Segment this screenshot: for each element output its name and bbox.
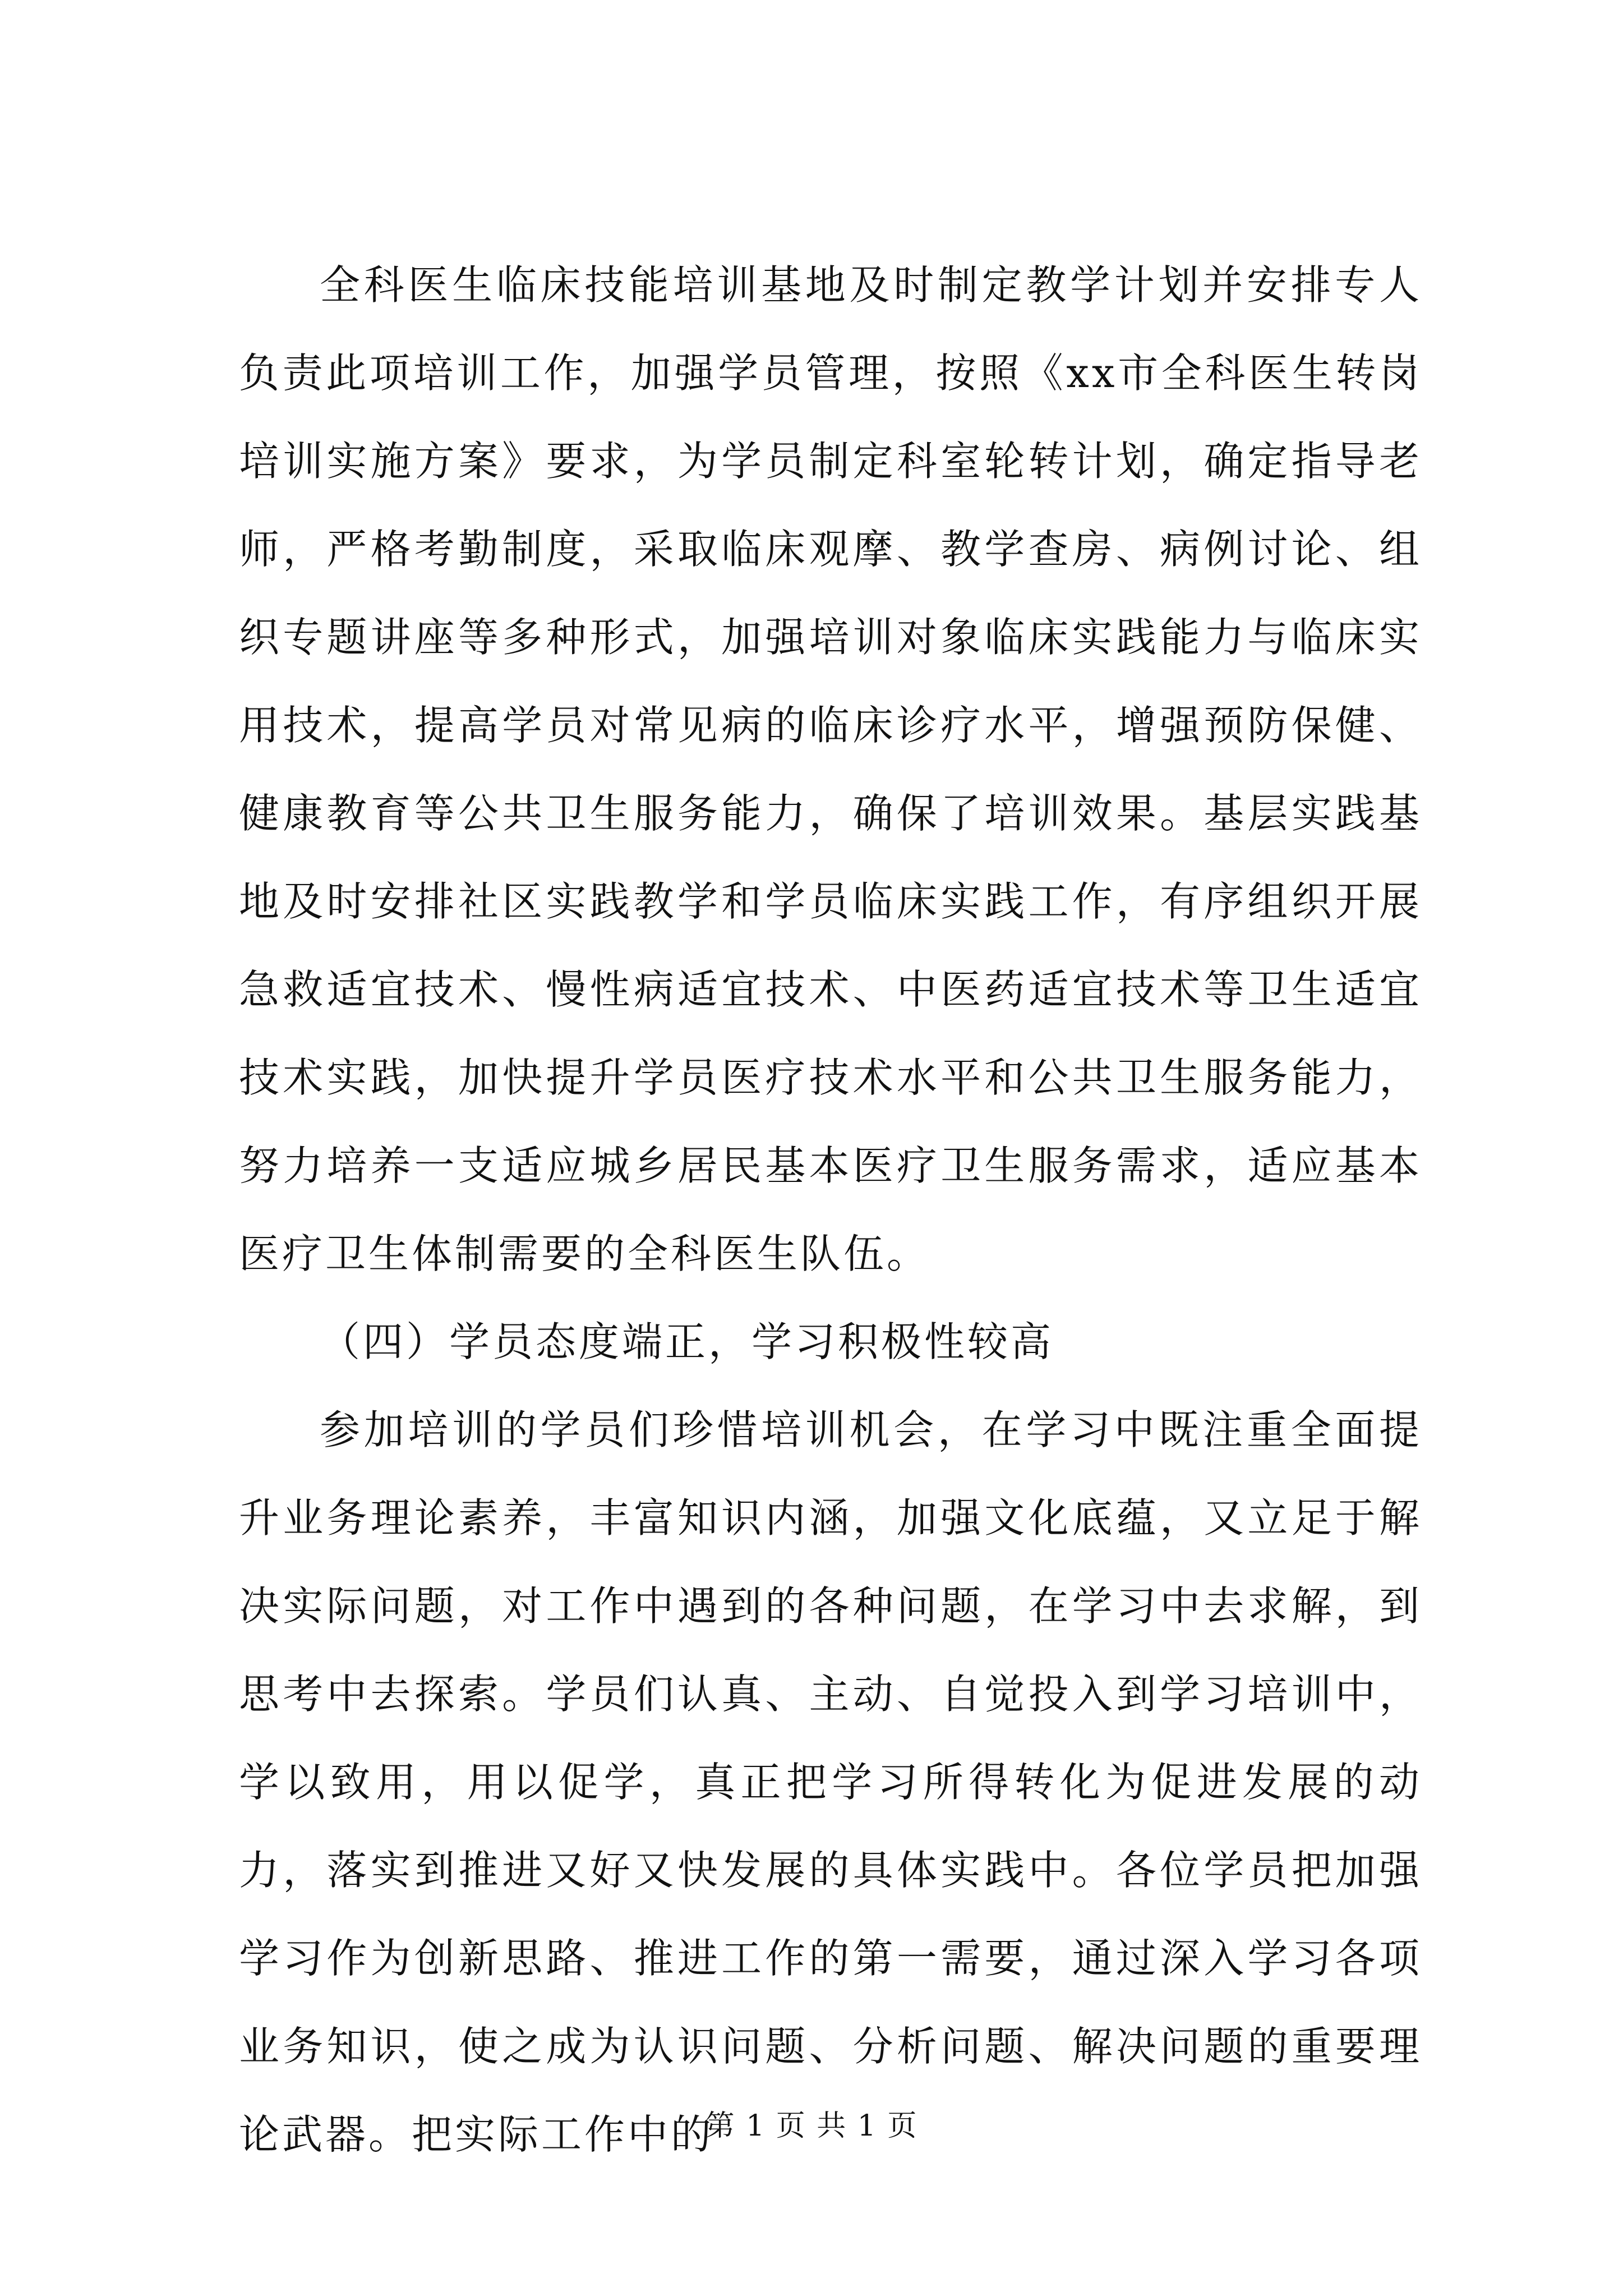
document-body	[239, 241, 1422, 2179]
section-heading-four: （四）学员态度端正，学习积极性较高	[320, 1318, 1054, 1365]
page-number-footer: 第 1 页 共 1 页	[705, 2109, 918, 2143]
paragraph-training-base: 全科医生临床技能培训基地及时制定教学计划并安排专人负责此项培训工作，加强学员管理，按照《xx市全科医生转岗培训实施方案》要求，为学员制定科室轮转计划，确定指导老师，严格考勤制度，采取临床观摩、教学查房、病例讨论、组织专题讲座等多种形式，加强培训对象临床实践能力与临床实用技术，提高学员对常见病的临床诊疗水平，增强预防保健、健康教育等公共卫生服务能力，确保了培训效果。基层实践基地及时安排社区实践教学和学员临床实践工作，有序组织开展急救适宜技术、慢性病适宜技术、中医药适宜技术等卫生适宜技术实践，加快提升学员医疗技术水平和公共卫生服务能力，努力培养一支适应城乡居民基本医疗卫生服务需求，适应基本医疗卫生体制需要的全科医生队伍。	[239, 261, 1422, 1277]
paragraph-student-attitude: 参加培训的学员们珍惜培训机会，在学习中既注重全面提升业务理论素养，丰富知识内涵，加强文化底蕴，又立足于解决实际问题，对工作中遇到的各种问题，在学习中去求解，到思考中去探索。学员们认真、主动、自觉投入到学习培训中，学以致用，用以促学，真正把学习所得转化为促进发展的动力，落实到推进又好又快发展的具体实践中。各位学员把加强学习作为创新思路、推进工作的第一需要，通过深入学习各项业务知识，使之成为认识问题、分析问题、解决问题的重要理论武器。把实际工作中的	[239, 1406, 1422, 2158]
